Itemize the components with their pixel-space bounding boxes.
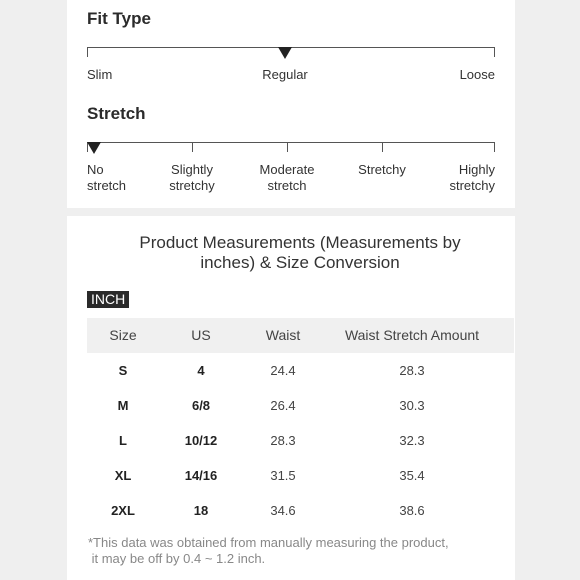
table-cell-waist-stretch: 30.3 [399, 398, 425, 413]
stretch-label-no-stretch: No stretch [87, 162, 127, 193]
measurements-title: Product Measurements (Measurements by inches) & Size Conversion [139, 233, 461, 272]
table-cell-waist: 26.4 [270, 398, 296, 413]
fit-type-label-loose: Loose [459, 67, 495, 82]
column-header-waist-stretch: Waist Stretch Amount [344, 327, 480, 343]
table-cell-waist-stretch: 35.4 [399, 468, 425, 483]
stretch-label-slightly: Slightly stretchy [169, 162, 215, 193]
stretch-tick [382, 142, 383, 152]
fit-type-marker [278, 47, 292, 59]
table-cell-us: 4 [197, 363, 205, 378]
table-cell-waist-stretch: 32.3 [399, 433, 425, 448]
table-cell-us: 10/12 [184, 433, 218, 448]
table-cell-waist: 34.6 [270, 503, 296, 518]
table-cell-us: 6/8 [191, 398, 211, 413]
stretch-label-highly: Highly stretchy [449, 162, 495, 193]
stretch-label-stretchy: Stretchy [358, 162, 406, 177]
fit-type-tick [494, 47, 495, 57]
fit-type-title: Fit Type [87, 9, 151, 28]
table-cell-size: L [119, 433, 127, 448]
table-cell-size: S [118, 363, 128, 378]
unit-badge: INCH [87, 291, 129, 308]
stretch-label-moderate: Moderate stretch [259, 162, 315, 193]
stretch-tick [494, 142, 495, 152]
column-header-size: Size [109, 327, 137, 343]
table-cell-waist: 28.3 [270, 433, 296, 448]
table-cell-us: 18 [193, 503, 209, 518]
stretch-marker [87, 142, 101, 154]
measurement-note: *This data was obtained from manually measuring the product, it may be off by 0.4 ~ 1.2 inch. [88, 535, 449, 566]
table-cell-us: 14/16 [184, 468, 218, 483]
table-cell-size: 2XL [111, 503, 135, 518]
fit-type-label-regular: Regular [262, 67, 308, 82]
stretch-tick [192, 142, 193, 152]
table-cell-waist-stretch: 28.3 [399, 363, 425, 378]
table-cell-size: XL [114, 468, 132, 483]
table-cell-waist: 24.4 [270, 363, 296, 378]
column-header-waist: Waist [265, 327, 301, 343]
table-cell-waist-stretch: 38.6 [399, 503, 425, 518]
fit-type-label-slim: Slim [87, 67, 113, 82]
fit-type-tick [87, 47, 88, 57]
stretch-tick [287, 142, 288, 152]
column-header-us: US [191, 327, 211, 343]
stretch-title: Stretch [87, 104, 146, 123]
stretch-scale [87, 142, 494, 143]
table-cell-waist: 31.5 [270, 468, 296, 483]
table-cell-size: M [117, 398, 129, 413]
